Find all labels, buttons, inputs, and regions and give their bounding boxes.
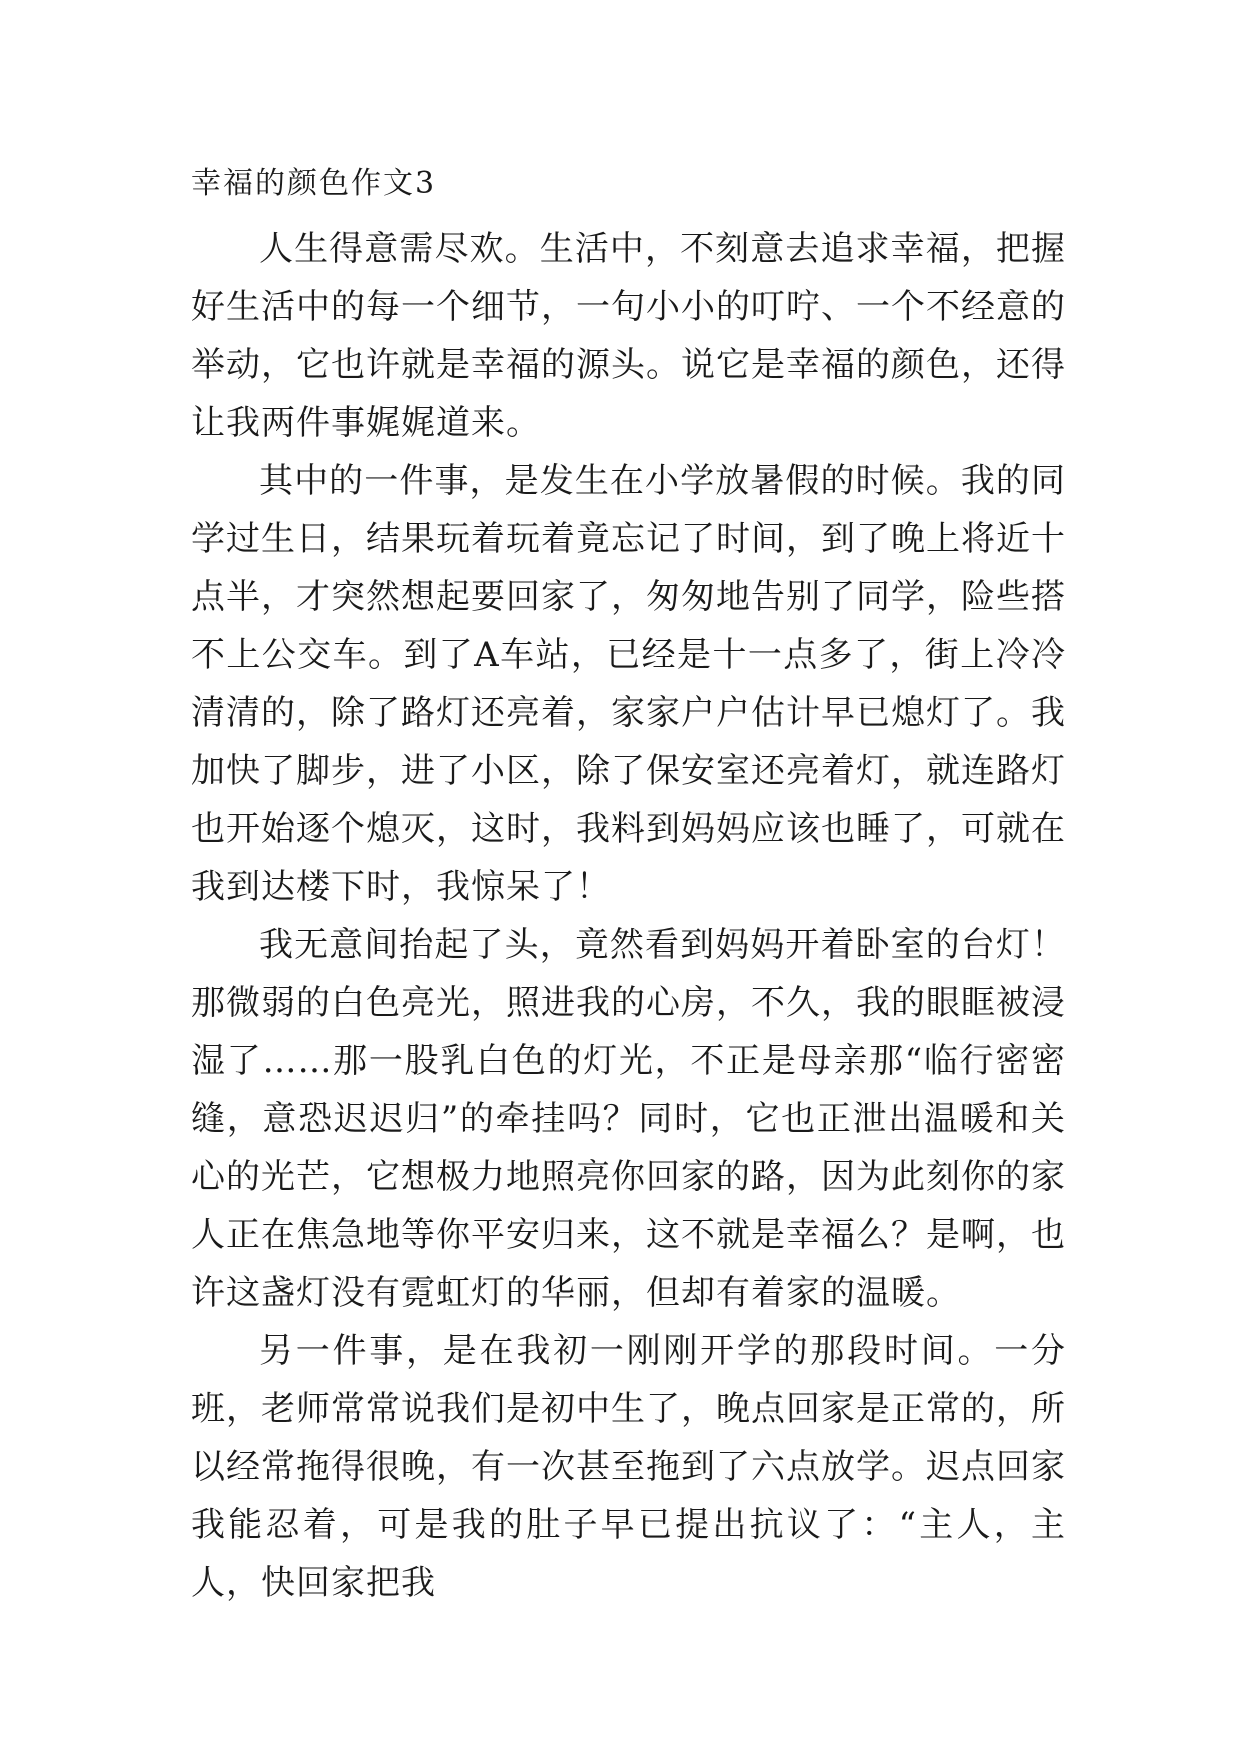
- paragraph-2: 其中的一件事，是发生在小学放暑假的时候。我的同学过生日，结果玩着玩着竟忘记了时间，到了晚上将近十点半，才突然想起要回家了，匆匆地告别了同学，险些搭不上公交车。到了A车站，已经是十一点多了，街上冷冷清清的，除了路灯还亮着，家家户户估计早已熄灯了。我加快了脚步，进了小区，除了保安室还亮着灯，就连路灯也开始逐个熄灭，这时，我料到妈妈应该也睡了，可就在我到达楼下时，我惊呆了！: [191, 461, 1066, 907]
- paragraph-4: 另一件事，是在我初一刚刚开学的那段时间。一分班，老师常常说我们是初中生了，晚点回家是正常的，所以经常拖得很晚，有一次甚至拖到了六点放学。迟点回家我能忍着，可是我的肚子早已提出抗议了：“主人，主人，快回家把我: [191, 1331, 1066, 1603]
- paragraph-1: 人生得意需尽欢。生活中，不刻意去追求幸福，把握好生活中的每一个细节，一句小小的叮咛、一个不经意的举动，它也许就是幸福的源头。说它是幸福的颜色，还得让我两件事娓娓道来。: [191, 229, 1066, 443]
- document-body: [191, 220, 1066, 1612]
- paragraph-3: 我无意间抬起了头，竟然看到妈妈开着卧室的台灯！那微弱的白色亮光，照进我的心房，不久，我的眼眶被浸湿了……那一股乳白色的灯光，不正是母亲那“临行密密缝，意恐迟迟归”的牵挂吗？同时，它也正泄出温暖和关心的光芒，它想极力地照亮你回家的路，因为此刻你的家人正在焦急地等你平安归来，这不就是幸福么？是啊，也许这盏灯没有霓虹灯的华丽，但却有着家的温暖。: [191, 925, 1066, 1313]
- document-title: 幸福的颜色作文3: [191, 166, 437, 201]
